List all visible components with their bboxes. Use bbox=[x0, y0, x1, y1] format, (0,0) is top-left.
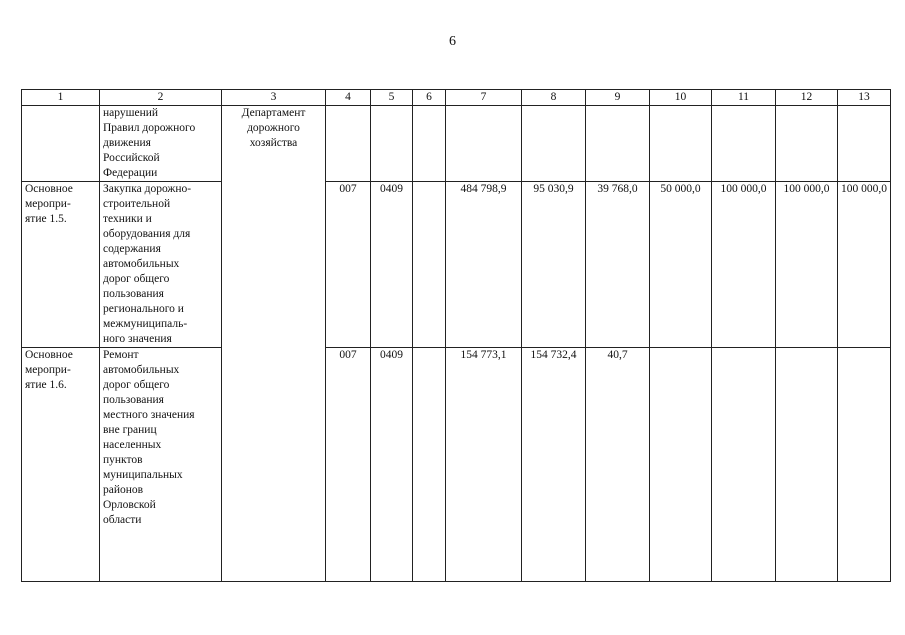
cell-text-line: межмуниципаль- bbox=[103, 318, 188, 330]
column-header: 7 bbox=[446, 90, 522, 106]
description-cell bbox=[100, 106, 222, 182]
cell-text-line: ятие 1.5. bbox=[25, 213, 67, 225]
value-cell bbox=[413, 348, 446, 582]
cell-text-line: вне границ bbox=[103, 424, 157, 436]
activity-cell bbox=[22, 106, 100, 182]
cell-text-line: ятие 1.6. bbox=[25, 379, 67, 391]
table-row bbox=[22, 348, 891, 582]
activity-cell bbox=[22, 348, 100, 582]
table-row bbox=[22, 182, 891, 348]
cell-text-line: районов bbox=[103, 484, 144, 496]
value-cell bbox=[586, 106, 650, 182]
value-cell bbox=[712, 106, 776, 182]
description-cell bbox=[100, 182, 222, 348]
column-header: 5 bbox=[371, 90, 413, 106]
cell-text-line: местного значения bbox=[103, 409, 195, 421]
cell-text-line: области bbox=[103, 514, 142, 526]
value-cell bbox=[776, 348, 838, 582]
cell-text-line: автомобильных bbox=[103, 258, 180, 270]
value-cell: 40,7 bbox=[586, 348, 650, 582]
value-cell: 0409 bbox=[371, 182, 413, 348]
value-cell bbox=[413, 182, 446, 348]
value-cell: 007 bbox=[326, 348, 371, 582]
cell-text-line: Ремонт bbox=[103, 349, 139, 361]
cell-text-line: Орловской bbox=[103, 499, 156, 511]
cell-text-line: техники и bbox=[103, 213, 152, 225]
cell-text-line: Департамент bbox=[241, 107, 306, 119]
value-cell bbox=[650, 106, 712, 182]
value-cell: 50 000,0 bbox=[650, 182, 712, 348]
cell-text-line: Основное bbox=[25, 349, 73, 361]
page-number: 6 bbox=[449, 34, 456, 49]
cell-text-line: содержания bbox=[103, 243, 161, 255]
department-cell bbox=[222, 106, 326, 582]
column-header: 11 bbox=[712, 90, 776, 106]
cell-text-line: Закупка дорожно- bbox=[103, 183, 192, 195]
cell-text-line: пунктов bbox=[103, 454, 143, 466]
value-cell: 0409 bbox=[371, 348, 413, 582]
value-cell bbox=[522, 106, 586, 182]
cell-text-line: нарушений bbox=[103, 107, 159, 119]
value-cell: 39 768,0 bbox=[586, 182, 650, 348]
cell-text-line: автомобильных bbox=[103, 364, 180, 376]
column-header: 1 bbox=[22, 90, 100, 106]
cell-text-line: меропри- bbox=[25, 364, 71, 376]
header-row bbox=[22, 90, 891, 106]
cell-text-line: ного значения bbox=[103, 333, 172, 345]
column-header: 8 bbox=[522, 90, 586, 106]
column-header: 2 bbox=[100, 90, 222, 106]
value-cell: 154 773,1 bbox=[446, 348, 522, 582]
cell-text-line: муниципальных bbox=[103, 469, 183, 481]
value-cell bbox=[650, 348, 712, 582]
cell-text-line: пользования bbox=[103, 288, 164, 300]
value-cell bbox=[776, 106, 838, 182]
value-cell bbox=[326, 106, 371, 182]
value-cell: 154 732,4 bbox=[522, 348, 586, 582]
cell-text-line: Российской bbox=[103, 152, 160, 164]
column-header: 6 bbox=[413, 90, 446, 106]
cell-text-line: Правил дорожного bbox=[103, 122, 196, 134]
cell-text-line: оборудования для bbox=[103, 228, 191, 240]
cell-text-line: меропри- bbox=[25, 198, 71, 210]
table-row bbox=[22, 106, 891, 182]
value-cell bbox=[446, 106, 522, 182]
activity-cell bbox=[22, 182, 100, 348]
value-cell bbox=[712, 348, 776, 582]
cell-text-line: населенных bbox=[103, 439, 162, 451]
value-cell: 95 030,9 bbox=[522, 182, 586, 348]
cell-text-line: Федерации bbox=[103, 167, 158, 179]
column-header: 10 bbox=[650, 90, 712, 106]
description-cell bbox=[100, 348, 222, 582]
value-cell: 484 798,9 bbox=[446, 182, 522, 348]
cell-text-line: пользования bbox=[103, 394, 164, 406]
value-cell: 100 000,0 bbox=[712, 182, 776, 348]
cell-text-line: строительной bbox=[103, 198, 171, 210]
column-header: 13 bbox=[838, 90, 891, 106]
budget-table bbox=[21, 89, 891, 582]
value-cell: 100 000,0 bbox=[838, 182, 891, 348]
cell-text-line: регионального и bbox=[103, 303, 184, 315]
column-header: 3 bbox=[222, 90, 326, 106]
value-cell bbox=[413, 106, 446, 182]
value-cell bbox=[838, 106, 891, 182]
column-header: 12 bbox=[776, 90, 838, 106]
cell-text-line: движения bbox=[103, 137, 151, 149]
cell-text-line: дорожного bbox=[247, 122, 300, 134]
value-cell bbox=[838, 348, 891, 582]
column-header: 4 bbox=[326, 90, 371, 106]
cell-text-line: дорог общего bbox=[103, 379, 170, 391]
value-cell bbox=[371, 106, 413, 182]
cell-text-line: Основное bbox=[25, 183, 73, 195]
value-cell: 100 000,0 bbox=[776, 182, 838, 348]
column-header: 9 bbox=[586, 90, 650, 106]
cell-text-line: хозяйства bbox=[249, 137, 298, 149]
cell-text-line: дорог общего bbox=[103, 273, 170, 285]
value-cell: 007 bbox=[326, 182, 371, 348]
